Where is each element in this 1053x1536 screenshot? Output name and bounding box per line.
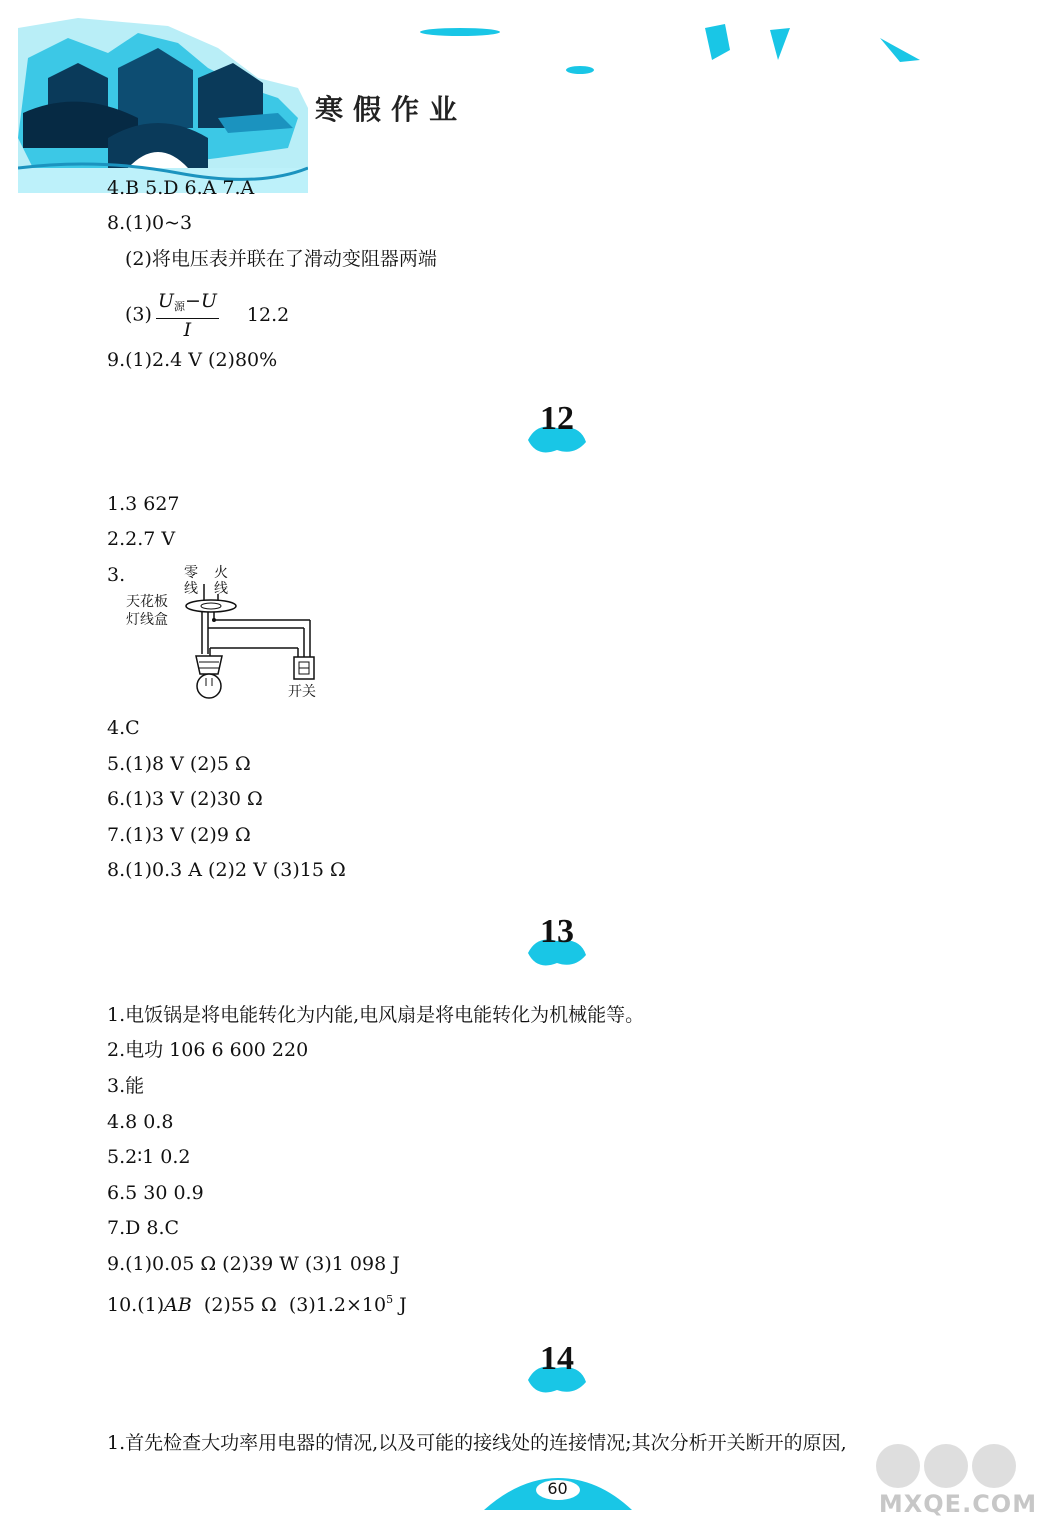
answer-line: 8.(1)0~3: [107, 212, 193, 234]
answer-line: (2)将电压表并联在了滑动变阻器两端: [125, 248, 437, 270]
answer-suffix: J: [393, 1294, 407, 1316]
watermark-logo: [868, 1438, 1048, 1528]
section-badge-14: [522, 1340, 592, 1400]
answer-middle: (2)55 Ω (3)1.2×10: [191, 1294, 387, 1316]
answer-line: 1.首先检查大功率用电器的情况,以及可能的接线处的连接情况;其次分析开关断开的原因,: [107, 1432, 847, 1454]
answer-line: 4.8 0.8: [107, 1111, 174, 1133]
answer-line: 8.(1)0.3 A (2)2 V (3)15 Ω: [107, 859, 346, 881]
answer-line: 6.5 30 0.9: [107, 1182, 204, 1204]
live-label-1: 火: [214, 565, 228, 581]
ceiling-label-1: 天花板: [126, 594, 168, 610]
page-number-badge: [480, 1470, 635, 1515]
section-badge-12: [522, 400, 592, 460]
numerator-rest: −U: [184, 290, 217, 312]
section-number: 12: [540, 400, 574, 437]
numerator-variable: U: [157, 290, 174, 312]
neutral-label-2: 线: [184, 581, 198, 597]
section-number: 13: [540, 913, 574, 950]
neutral-label-1: 零: [184, 565, 198, 581]
answer-line: 1.电饭锅是将电能转化为内能,电风扇是将电能转化为机械能等。: [107, 1004, 645, 1026]
header-decorative-splashes: [380, 20, 940, 80]
formula-prefix: (3): [125, 303, 152, 326]
answer-line: 4.C: [107, 717, 140, 739]
answer-line: 4.B 5.D 6.A 7.A: [107, 177, 255, 199]
page-header-title: 寒假作业: [315, 93, 468, 126]
answer-prefix: 10.(1): [107, 1294, 165, 1316]
numerator-subscript: 源: [173, 300, 185, 313]
answer-line: 9.(1)0.05 Ω (2)39 W (3)1 098 J: [107, 1253, 400, 1275]
answer-line: 9.(1)2.4 V (2)80%: [107, 349, 278, 371]
answer-line: 1.3 627: [107, 493, 180, 515]
denominator: I: [183, 319, 192, 341]
answer-line: 3.: [107, 564, 126, 586]
answer-line: 7.(1)3 V (2)9 Ω: [107, 824, 251, 846]
answer-exponent: 5: [386, 1293, 394, 1306]
formula-line: [125, 290, 289, 341]
answer-line: 3.能: [107, 1075, 145, 1097]
live-label-2: 线: [214, 581, 228, 597]
answer-italic: AB: [164, 1294, 192, 1316]
formula-fraction: [156, 290, 219, 341]
page-number: 60: [547, 1479, 568, 1498]
ceiling-label-2: 灯线盒: [126, 612, 168, 628]
answer-line: 7.D 8.C: [107, 1217, 180, 1239]
answer-line: 6.(1)3 V (2)30 Ω: [107, 788, 263, 810]
answer-line: 2.2.7 V: [107, 528, 176, 550]
watermark-text: MXQE.COM: [878, 1490, 1038, 1518]
answer-line: 5.2∶1 0.2: [107, 1146, 191, 1168]
wiring-diagram: [122, 562, 342, 712]
section-badge-13: [522, 913, 592, 973]
header-landscape-illustration: [18, 18, 308, 193]
answer-line: 5.(1)8 V (2)5 Ω: [107, 753, 251, 775]
answer-line: 2.电功 106 6 600 220: [107, 1039, 309, 1061]
formula-result: 12.2: [246, 303, 290, 326]
switch-label: 开关: [288, 684, 316, 700]
section-number: 14: [540, 1340, 574, 1377]
answer-line: [107, 1288, 407, 1317]
